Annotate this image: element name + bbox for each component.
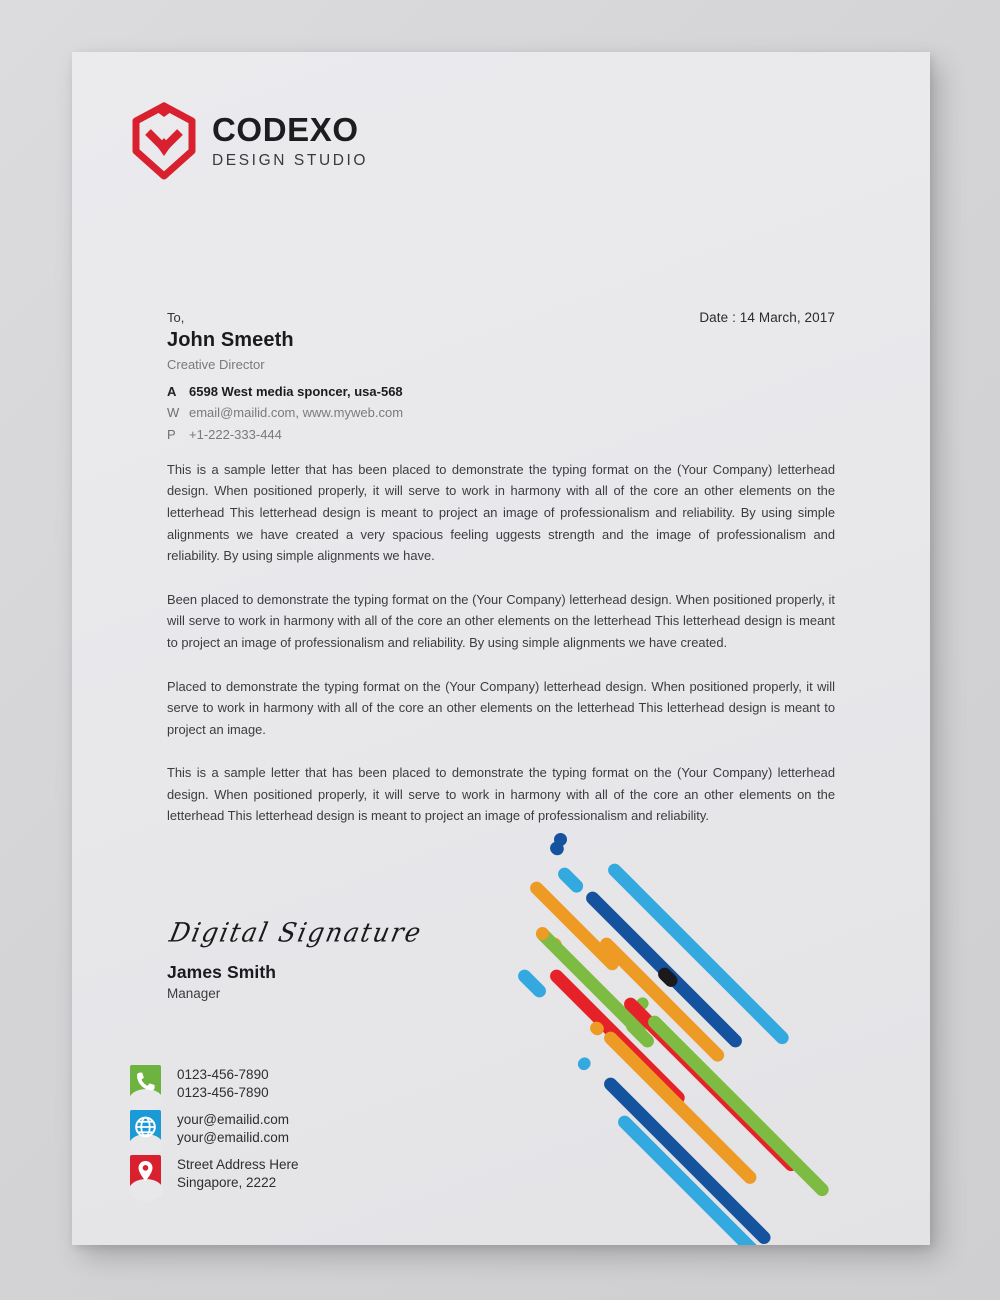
letter-paragraph: This is a sample letter that has been placed to demonstrate the typing format on the (Your Company) letterhead design. When positioned properly, it will serve to work in harmony with all of the core an other elements on the letterhead This letterhead design is meant to project an image of professionalism and reliability. xyxy=(167,765,835,824)
signer-role: Manager xyxy=(167,985,221,1001)
footer-contact-row xyxy=(130,1155,299,1191)
stripe xyxy=(601,1029,759,1187)
stripe xyxy=(621,995,800,1174)
phone-icon xyxy=(130,1065,161,1100)
stripe xyxy=(587,1019,606,1038)
diagonal-stripes-graphic xyxy=(510,815,930,1245)
stripe xyxy=(527,879,621,973)
globe-icon xyxy=(130,1110,161,1145)
contact-value: email@mailid.com, www.myweb.com xyxy=(189,405,404,421)
brand-name: CODEXO xyxy=(212,111,359,149)
letter-body xyxy=(167,310,835,849)
brand-logo xyxy=(130,102,368,180)
letter-date: Date : 14 March, 2017 xyxy=(699,310,835,325)
footer-contact-text xyxy=(177,1110,289,1146)
contact-key: A xyxy=(167,384,177,399)
footer-line: 0123-456-7890 xyxy=(177,1084,269,1100)
contact-key: P xyxy=(167,426,176,442)
stripe xyxy=(655,965,680,990)
stripe xyxy=(515,967,548,1000)
stripe xyxy=(645,1013,831,1199)
contact-value: +1-222-333-444 xyxy=(189,426,282,442)
stripe xyxy=(633,995,651,1013)
signature-script: Digital Signature xyxy=(166,917,426,949)
stripe xyxy=(623,1017,656,1050)
stripe xyxy=(601,1075,773,1245)
recipient-name: John Smeeth xyxy=(167,329,294,351)
stripe xyxy=(533,925,648,1040)
stripe xyxy=(547,967,687,1107)
signature-block xyxy=(166,917,426,1001)
to-label: To, xyxy=(167,310,185,325)
letter-paragraph: Placed to demonstrate the typing format on the (Your Company) letterhead design. When positioned properly, it will serve to work in harmony with all of the core an other elements on the letterhead This letterhead design is meant to project an image. xyxy=(167,678,835,737)
contact-key: W xyxy=(167,405,180,421)
stripe xyxy=(545,935,564,954)
stripe xyxy=(555,865,585,895)
letter-paragraphs xyxy=(167,459,835,827)
signer-name: James Smith xyxy=(167,961,277,982)
footer-contact-row xyxy=(130,1065,299,1101)
stripe-dot xyxy=(536,927,549,940)
contact-row xyxy=(167,427,835,443)
footer-contact-text xyxy=(177,1065,269,1101)
footer-line: Street Address Here xyxy=(177,1157,299,1172)
footer-line: your@emailid.com xyxy=(177,1112,289,1127)
brand-tagline: DESIGN STUDIO xyxy=(212,152,369,170)
recipient-role: Creative Director xyxy=(167,357,265,372)
letter-paragraph: This is a sample letter that has been placed to demonstrate the typing format on the (Your Company) letterhead design. When positioned properly, it will serve to work in harmony with all of the core an other elements on the letterhead This letterhead design is meant to project an image of professionalism and reliability. By using simple alignments we have created a very spacious feeling uggests strength and the image of professionalism and reliability. By using simple alignments we have. xyxy=(167,461,835,564)
letterhead-page xyxy=(72,52,930,1245)
stripe xyxy=(583,889,744,1050)
contact-row xyxy=(167,405,835,421)
stripe xyxy=(605,861,791,1047)
hexagon-shield-chevron-icon xyxy=(130,102,198,180)
footer-contact-block xyxy=(130,1065,299,1200)
recipient-contact-list xyxy=(167,384,835,443)
stripe xyxy=(597,935,726,1064)
contact-row xyxy=(167,384,835,400)
footer-line: Singapore, 2222 xyxy=(177,1174,277,1190)
footer-line: your@emailid.com xyxy=(177,1129,289,1145)
letter-paragraph: Been placed to demonstrate the typing format on the (Your Company) letterhead design. When positioned properly, it will serve to work in harmony with all of the core an other elements on the letterhead This letterhead design is meant to project an image of professionalism and reliability. By using simple alignments we have created. xyxy=(167,591,835,650)
location-pin-icon xyxy=(130,1155,161,1190)
footer-contact-text xyxy=(177,1155,299,1191)
contact-value: 6598 West media sponcer, usa-568 xyxy=(189,384,403,399)
footer-contact-row xyxy=(130,1110,299,1146)
stripe xyxy=(575,1055,593,1073)
footer-line: 0123-456-7890 xyxy=(177,1067,269,1082)
brand-wordmark xyxy=(212,113,368,169)
stripe xyxy=(615,1113,776,1245)
